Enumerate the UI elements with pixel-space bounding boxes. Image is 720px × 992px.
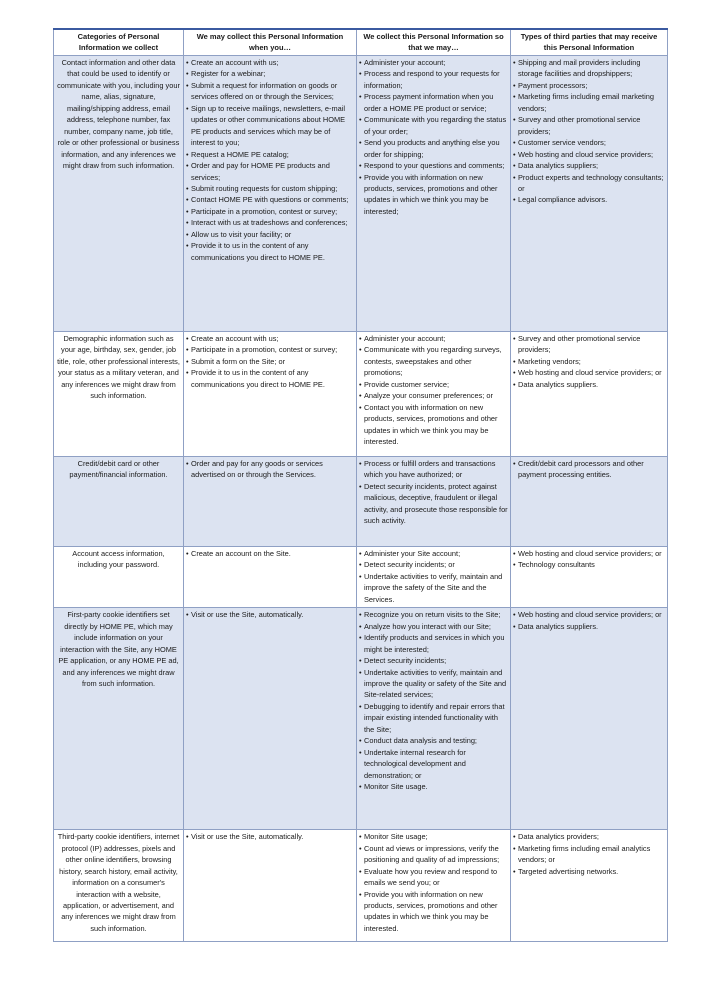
list-item: • Evaluate how you review and respond to emails we send you; or	[359, 866, 508, 889]
list-item: • Legal compliance advisors.	[513, 194, 665, 205]
list-item: • Submit a request for information on goods or services offered on or through the Services;	[186, 80, 354, 103]
collection-purpose-cell	[357, 457, 511, 547]
list-item: • Customer service vendors;	[513, 137, 665, 148]
list-item: • Detect security incidents;	[359, 655, 508, 666]
collection-when-cell	[184, 830, 357, 942]
list-item: • Shipping and mail providers including storage facilities and dropshippers;	[513, 57, 665, 80]
header-row	[54, 29, 668, 56]
collection-purpose-cell	[357, 332, 511, 457]
category-cell: Credit/debit card or other payment/financial information.	[54, 457, 184, 547]
third-parties-cell	[511, 457, 668, 547]
list-item: • Contact HOME PE with questions or comments;	[186, 194, 354, 205]
table-row	[54, 332, 668, 457]
list-item: • Provide it to us in the content of any communications you direct to HOME PE.	[186, 240, 354, 263]
list-item: • Count ad views or impressions, verify the positioning and quality of ad impressions;	[359, 843, 508, 866]
list-item: • Send you products and anything else you order for shipping;	[359, 137, 508, 160]
list-item: • Conduct data analysis and testing;	[359, 735, 508, 746]
list-item: • Product experts and technology consultants; or	[513, 172, 665, 195]
list-item: • Data analytics providers;	[513, 831, 665, 842]
list-item: • Undertake activities to verify, maintain and improve the quality or safety of the Site and Site-related services;	[359, 667, 508, 701]
list-item: • Order and pay for HOME PE products and services;	[186, 160, 354, 183]
list-item: • Web hosting and cloud service providers; or	[513, 548, 665, 559]
third-parties-cell	[511, 547, 668, 608]
list-item: • Technology consultants	[513, 559, 665, 570]
list-item: • Process and respond to your requests for information;	[359, 68, 508, 91]
list-item: • Communicate with you regarding the status of your order;	[359, 114, 508, 137]
list-item: • Identify products and services in which you might be interested;	[359, 632, 508, 655]
table-row	[54, 457, 668, 547]
list-item: • Data analytics suppliers.	[513, 379, 665, 390]
list-item: • Sign up to receive mailings, newsletters, e-mail updates or other communications about HOME PE products and services which may be of interest to you;	[186, 103, 354, 149]
list-item: • Marketing firms including email analytics vendors; or	[513, 843, 665, 866]
list-item: • Payment processors;	[513, 80, 665, 91]
list-item: • Allow us to visit your facility; or	[186, 229, 354, 240]
list-item: • Debugging to identify and repair errors that impair existing intended functionality with the Site;	[359, 701, 508, 735]
list-item: • Register for a webinar;	[186, 68, 354, 79]
list-item: • Undertake activities to verify, maintain and improve the safety of the Site and the Services.	[359, 571, 508, 605]
list-item: • Participate in a promotion, contest or survey;	[186, 206, 354, 217]
list-item: • Order and pay for any goods or services advertised on or through the Services.	[186, 458, 354, 481]
collection-purpose-cell	[357, 547, 511, 608]
third-parties-cell	[511, 830, 668, 942]
list-item: • Monitor Site usage;	[359, 831, 508, 842]
list-item: • Administer your Site account;	[359, 548, 508, 559]
personal-information-table	[53, 28, 668, 942]
collection-when-cell	[184, 56, 357, 332]
list-item: • Web hosting and cloud service providers; or	[513, 367, 665, 378]
list-item: • Respond to your questions and comments;	[359, 160, 508, 171]
collection-when-cell	[184, 547, 357, 608]
category-cell: Third-party cookie identifiers, internet protocol (IP) addresses, pixels and other online identifiers, browsing history, search history, email activity, information on a consumer's interaction with a website, application, or advertisement, and any inferences we might draw from such information.	[54, 830, 184, 942]
header-collection-when: We may collect this Personal Information when you…	[184, 29, 357, 56]
list-item: • Analyze how you interact with our Site;	[359, 621, 508, 632]
list-item: • Submit a form on the Site; or	[186, 356, 354, 367]
collection-when-cell	[184, 457, 357, 547]
header-collection-purpose: We collect this Personal Information so that we may…	[357, 29, 511, 56]
list-item: • Create an account with us;	[186, 333, 354, 344]
table-row	[54, 547, 668, 608]
list-item: • Interact with us at tradeshows and conferences;	[186, 217, 354, 228]
list-item: • Web hosting and cloud service providers; or	[513, 609, 665, 620]
collection-purpose-cell	[357, 830, 511, 942]
list-item: • Submit routing requests for custom shipping;	[186, 183, 354, 194]
list-item: • Administer your account;	[359, 333, 508, 344]
list-item: • Marketing firms including email marketing vendors;	[513, 91, 665, 114]
list-item: • Provide you with information on new products, services, promotions and other updates in which we think you may be interested;	[359, 172, 508, 218]
list-item: • Visit or use the Site, automatically.	[186, 609, 354, 620]
third-parties-cell	[511, 332, 668, 457]
table-row	[54, 56, 668, 332]
category-cell: Account access information, including your password.	[54, 547, 184, 608]
list-item: • Communicate with you regarding surveys, contests, sweepstakes and other promotions;	[359, 344, 508, 378]
table-row	[54, 830, 668, 942]
list-item: • Participate in a promotion, contest or survey;	[186, 344, 354, 355]
collection-purpose-cell	[357, 608, 511, 830]
category-cell: First-party cookie identifiers set directly by HOME PE, which may include information on your interaction with the Site, any HOME PE application, or any HOME PE ad, and any inferences we might draw from such information.	[54, 608, 184, 830]
list-item: • Provide you with information on new products, services, promotions and other updates in which we think you may be interested.	[359, 889, 508, 935]
table-row	[54, 608, 668, 830]
list-item: • Credit/debit card processors and other payment processing entities.	[513, 458, 665, 481]
list-item: • Marketing vendors;	[513, 356, 665, 367]
list-item: • Undertake internal research for technological development and demonstration; or	[359, 747, 508, 781]
list-item: • Process or fulfill orders and transactions which you have authorized; or	[359, 458, 508, 481]
category-cell: Contact information and other data that could be used to identify or communicate with you, including your name, alias, signature, mailing/shipping address, email address, telephone number, fax number, company name, job title, role or other professional or business information, and any inferences we might draw from such information.	[54, 56, 184, 332]
third-parties-cell	[511, 608, 668, 830]
list-item: • Create an account on the Site.	[186, 548, 354, 559]
collection-when-cell	[184, 608, 357, 830]
third-parties-cell	[511, 56, 668, 332]
list-item: • Process payment information when you order a HOME PE product or service;	[359, 91, 508, 114]
list-item: • Request a HOME PE catalog;	[186, 149, 354, 160]
list-item: • Recognize you on return visits to the Site;	[359, 609, 508, 620]
list-item: • Monitor Site usage.	[359, 781, 508, 792]
list-item: • Data analytics suppliers;	[513, 160, 665, 171]
list-item: • Administer your account;	[359, 57, 508, 68]
list-item: • Provide customer service;	[359, 379, 508, 390]
collection-when-cell	[184, 332, 357, 457]
list-item: • Contact you with information on new products, services, promotions and other updates in which we think you may be interested.	[359, 402, 508, 448]
category-cell: Demographic information such as your age, birthday, sex, gender, job title, role, other professional interests, your status as a military veteran, and any inferences we might draw from such information.	[54, 332, 184, 457]
list-item: • Detect security incidents; or	[359, 559, 508, 570]
list-item: • Survey and other promotional service providers;	[513, 333, 665, 356]
header-third-parties: Types of third parties that may receive this Personal Information	[511, 29, 668, 56]
list-item: • Visit or use the Site, automatically.	[186, 831, 354, 842]
list-item: • Targeted advertising networks.	[513, 866, 665, 877]
list-item: • Web hosting and cloud service providers;	[513, 149, 665, 160]
collection-purpose-cell	[357, 56, 511, 332]
list-item: • Detect security incidents, protect against malicious, deceptive, fraudulent or illegal activity, and prosecute those responsible for such activity.	[359, 481, 508, 527]
header-categories: Categories of Personal Information we collect	[54, 29, 184, 56]
list-item: • Provide it to us in the content of any communications you direct to HOME PE.	[186, 367, 354, 390]
list-item: • Create an account with us;	[186, 57, 354, 68]
list-item: • Survey and other promotional service providers;	[513, 114, 665, 137]
list-item: • Analyze your consumer preferences; or	[359, 390, 508, 401]
list-item: • Data analytics suppliers.	[513, 621, 665, 632]
